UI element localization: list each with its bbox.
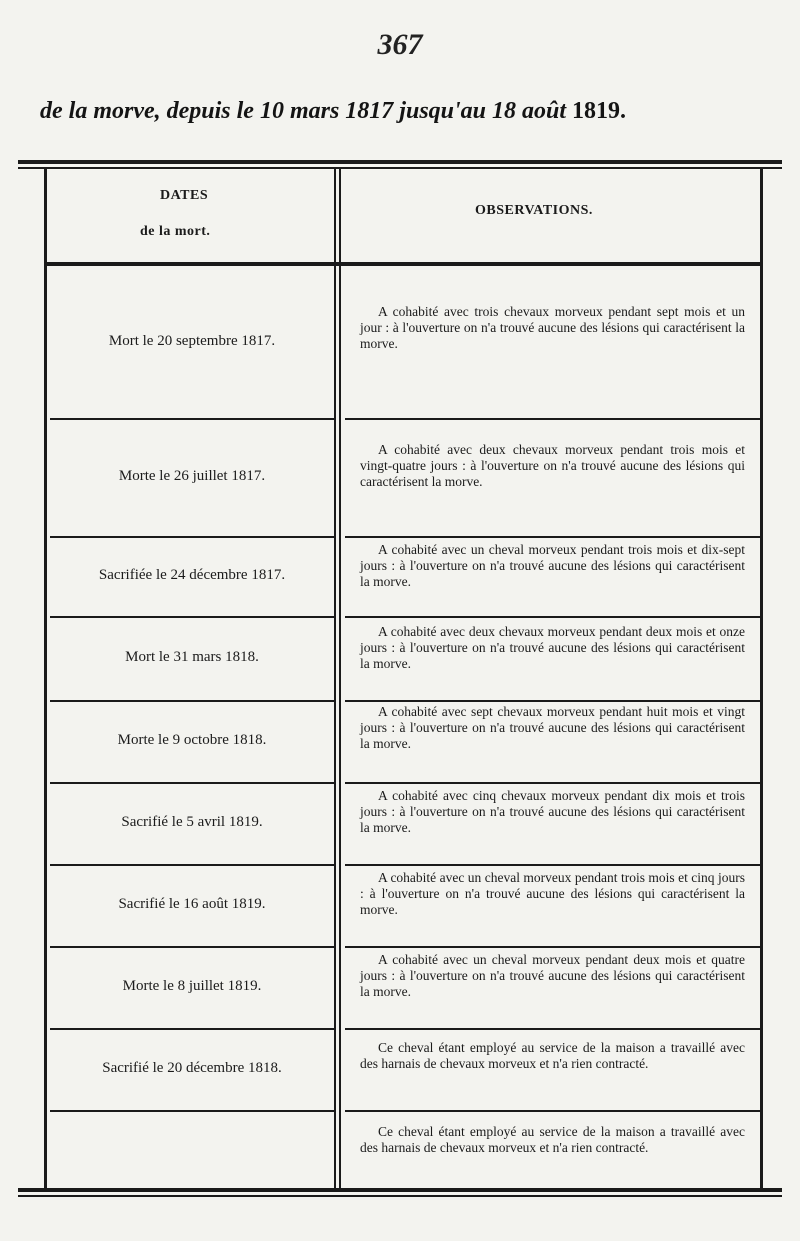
page-header: [40, 98, 770, 125]
table-bottom-rule-thin: [18, 1195, 782, 1197]
table-top-rule: [18, 160, 782, 164]
date-cell: Sacrifié le 5 avril 1819.: [121, 814, 263, 830]
observation-cell: Ce cheval étant employé au service de la maison a travaillé avec des harnais de chevaux morveux et n'a rien contracté.: [360, 1124, 745, 1155]
row-divider-right: [345, 946, 760, 948]
table-right-border: [760, 168, 763, 1190]
row-divider-right: [345, 418, 760, 420]
observation-cell: A cohabité avec un cheval morveux pendant deux mois et quatre jours : à l'ouverture on n'a trouvé aucune des lésions qui caractérisent la morve.: [360, 952, 745, 999]
row-divider-left: [50, 946, 334, 948]
table-top-rule-thin: [18, 167, 782, 169]
date-cell: Morte le 9 octobre 1818.: [117, 732, 267, 748]
header-rule: [46, 262, 762, 266]
observation-cell: A cohabité avec cinq chevaux morveux pendant dix mois et trois jours : à l'ouverture on n'a trouvé aucune des lésions qui caractérisent la morve.: [360, 788, 745, 835]
date-cell: Sacrifié le 16 août 1819.: [118, 896, 266, 912]
row-divider-left: [50, 1028, 334, 1030]
row-divider-left: [50, 782, 334, 784]
observation-cell: A cohabité avec deux chevaux morveux pendant trois mois et vingt-quatre jours : à l'ouverture on n'a trouvé aucune des lésions qui caractérisent la morve.: [360, 442, 745, 489]
row-divider-right: [345, 700, 760, 702]
row-divider-right: [345, 616, 760, 618]
observation-cell: A cohabité avec sept chevaux morveux pendant huit mois et vingt jours : à l'ouverture on n'a trouvé aucune des lésions qui caractérisent la morve.: [360, 704, 745, 751]
row-divider-right: [345, 536, 760, 538]
observation-cell: A cohabité avec un cheval morveux pendant trois mois et dix-sept jours : à l'ouverture on n'a trouvé aucune des lésions qui caractérisent la morve.: [360, 542, 745, 589]
date-cell: Morte le 26 juillet 1817.: [118, 468, 266, 484]
column-header-observations: OBSERVATIONS.: [475, 203, 593, 218]
date-cell: Morte le 8 juillet 1819.: [122, 978, 262, 994]
observation-cell: A cohabité avec trois chevaux morveux pendant sept mois et un jour : à l'ouverture on n'a trouvé aucune des lésions qui caractérisent la morve.: [360, 304, 745, 351]
row-divider-left: [50, 864, 334, 866]
row-divider-left: [50, 1110, 334, 1112]
date-cell: Sacrifiée le 24 décembre 1817.: [98, 567, 286, 583]
row-divider-right: [345, 1110, 760, 1112]
row-divider-left: [50, 418, 334, 420]
row-divider-right: [345, 1028, 760, 1030]
row-divider-left: [50, 536, 334, 538]
row-divider-right: [345, 864, 760, 866]
table-column-divider: [334, 168, 336, 1190]
column-header-dates-subtitle: de la mort.: [140, 224, 211, 239]
table-bottom-rule: [18, 1188, 782, 1192]
table-left-border: [44, 168, 47, 1190]
header-text: de la morve, depuis le 10 mars 1817 jusqu'au 18 août: [40, 98, 567, 124]
date-cell: Sacrifié le 20 décembre 1818.: [102, 1060, 282, 1076]
table-column-divider-second: [339, 168, 341, 1190]
date-cell: Mort le 20 septembre 1817.: [108, 333, 276, 349]
page-number: 367: [377, 28, 423, 61]
row-divider-right: [345, 782, 760, 784]
observation-cell: Ce cheval étant employé au service de la maison a travaillé avec des harnais de chevaux morveux et n'a rien contracté.: [360, 1040, 745, 1071]
row-divider-left: [50, 700, 334, 702]
column-header-dates: DATES: [160, 188, 209, 203]
header-year: 1819.: [572, 98, 627, 124]
observation-cell: A cohabité avec deux chevaux morveux pendant deux mois et onze jours : à l'ouverture on n'a trouvé aucune des lésions qui caractérisent la morve.: [360, 624, 745, 671]
date-cell: Mort le 31 mars 1818.: [125, 649, 259, 665]
observation-cell: A cohabité avec un cheval morveux pendant trois mois et cinq jours : à l'ouverture on n'a trouvé aucune des lésions qui caractérisent la morve.: [360, 870, 745, 917]
row-divider-left: [50, 616, 334, 618]
